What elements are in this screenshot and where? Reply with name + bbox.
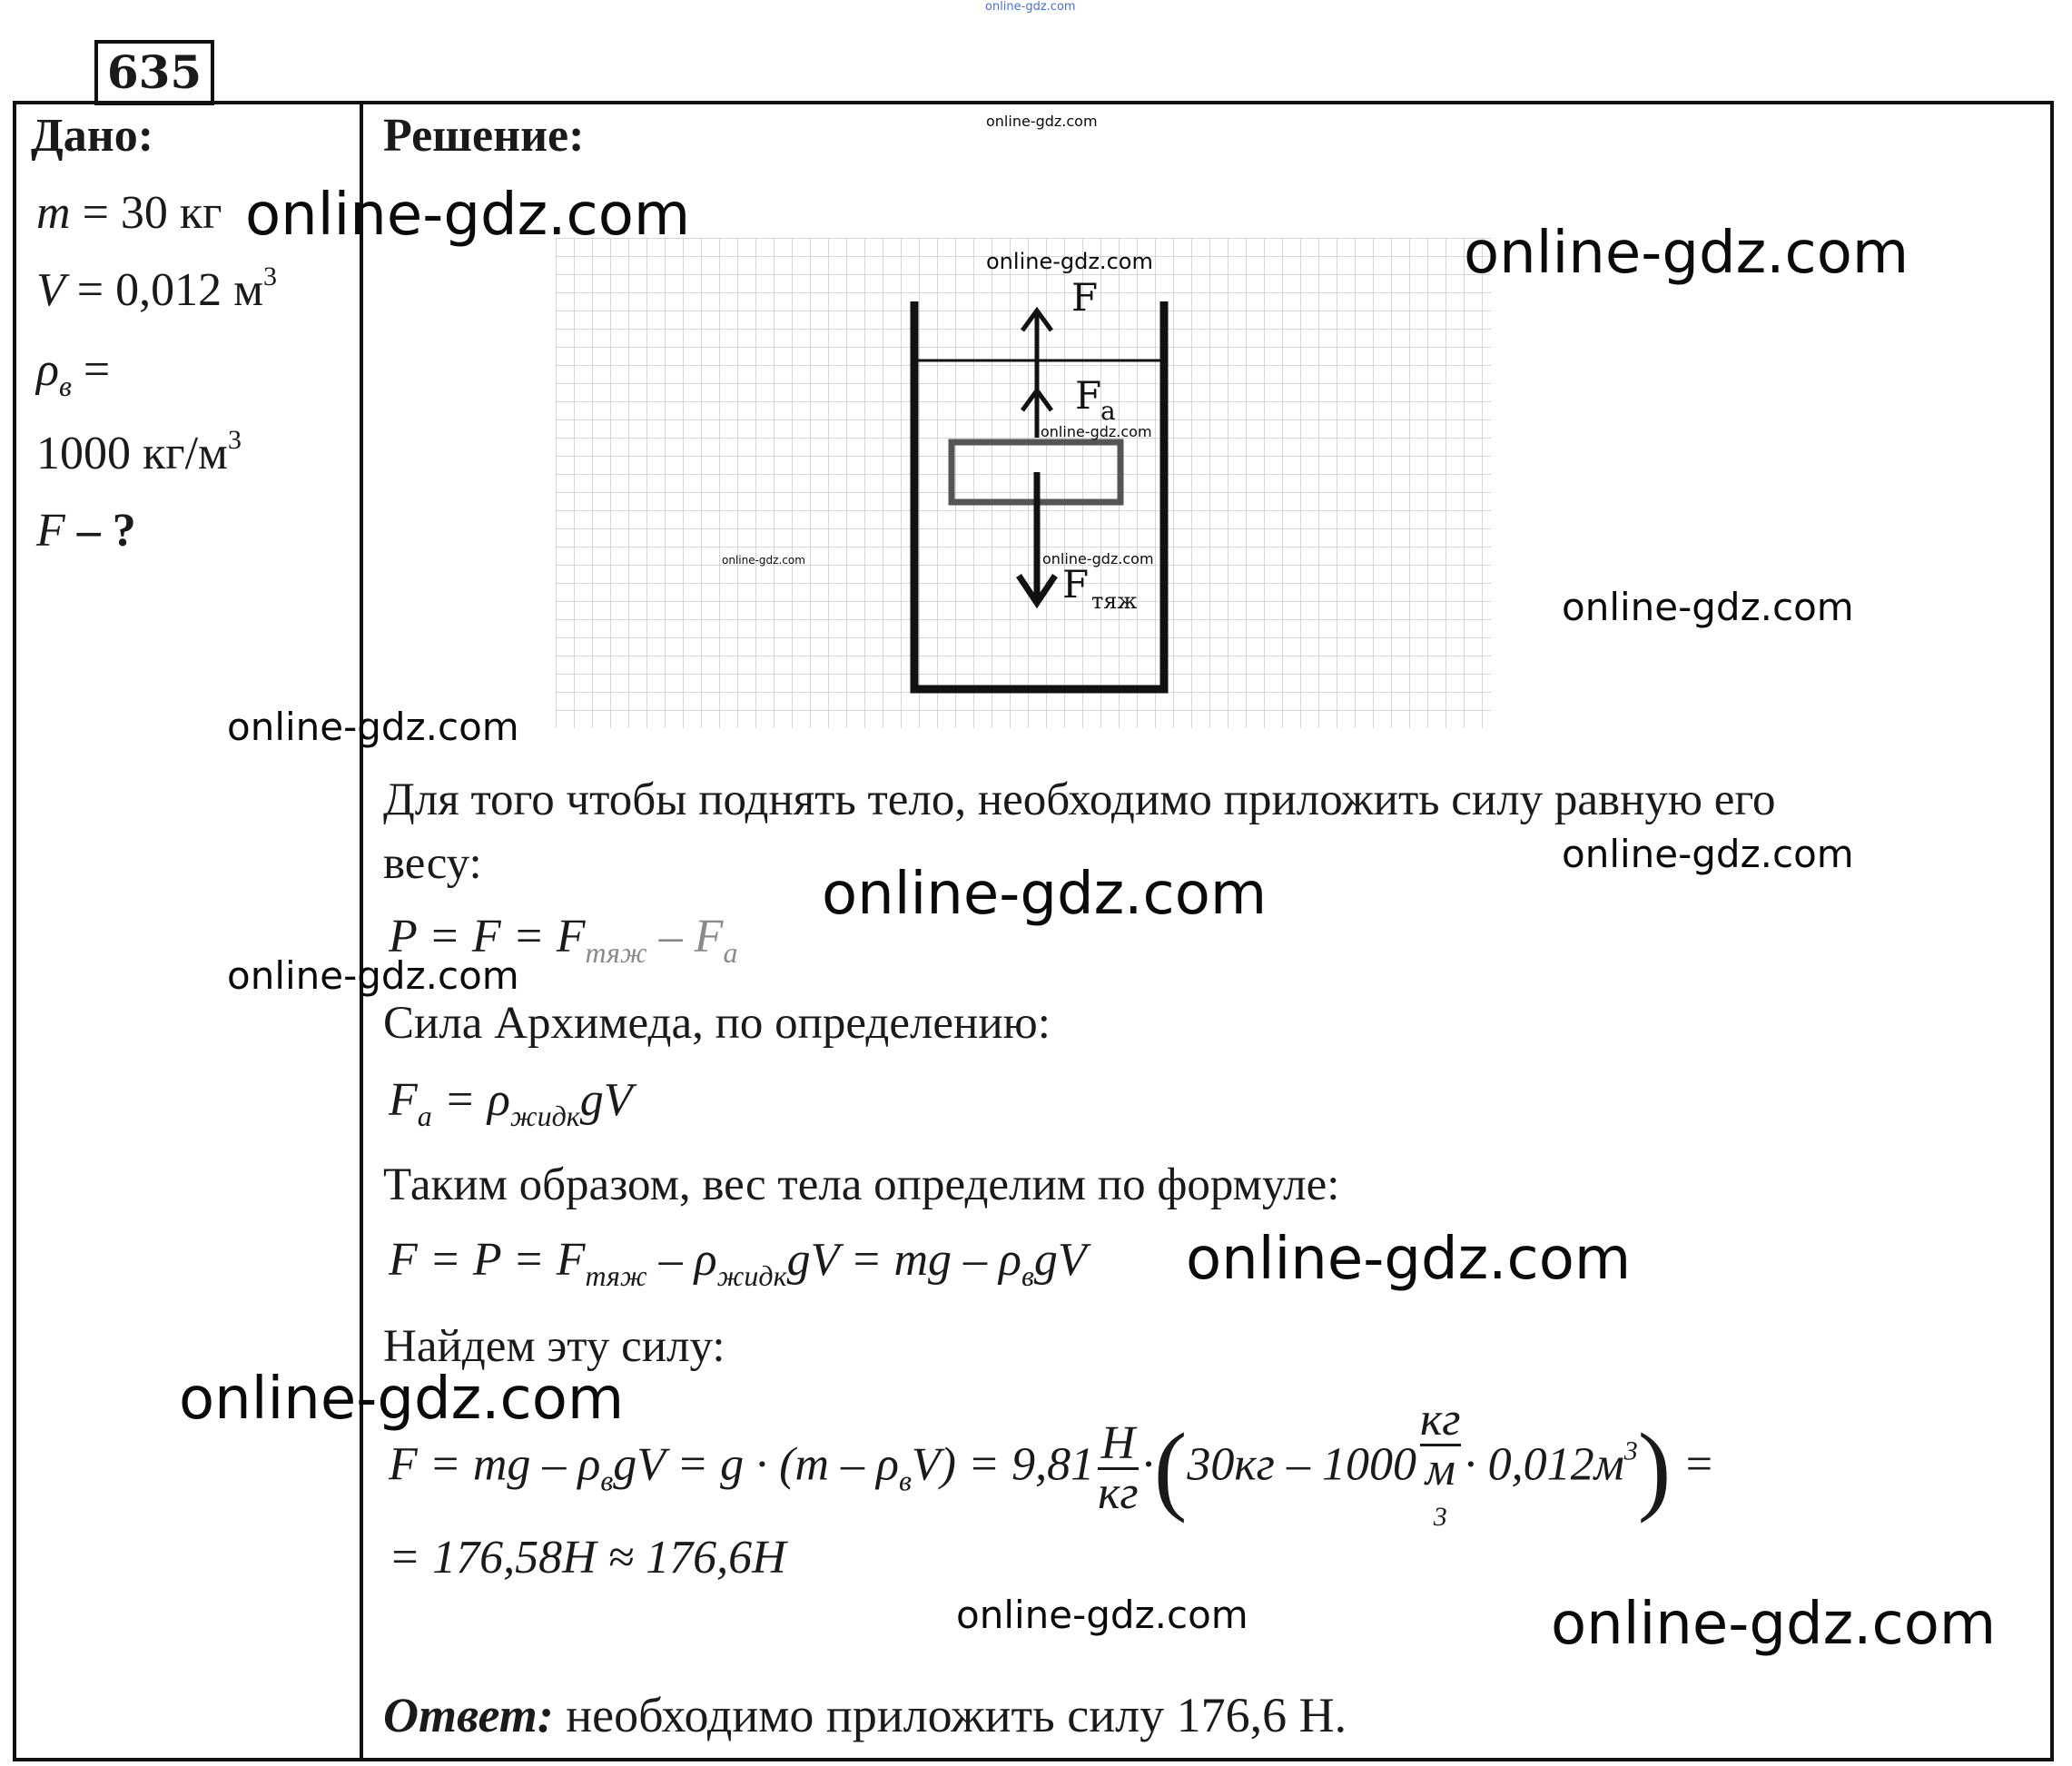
formula-5: = 176,58Н ≈ 176,6Н	[389, 1532, 786, 1583]
answer-label: Ответ:	[383, 1688, 554, 1742]
label-ft-sub: тяж	[1091, 588, 1138, 614]
watermark-6: online-gdz.com	[1042, 550, 1154, 567]
formula-4-part-f: · 0,012м	[1464, 1438, 1624, 1491]
watermark-8: online-gdz.com	[1562, 585, 1854, 629]
given-volume	[36, 261, 277, 317]
given-unknown-symbol: F	[36, 505, 65, 557]
given-mass-symbol: m	[36, 187, 71, 239]
watermark-1: online-gdz.com	[245, 182, 691, 249]
paragraph-2: Сила Архимеда, по определению:	[383, 998, 1051, 1049]
given-density-exp: 3	[227, 425, 242, 455]
given-volume-value: = 0,012 м	[64, 264, 263, 316]
fraction-2-numerator: кг	[1419, 1394, 1461, 1445]
formula-3	[389, 1233, 1087, 1293]
given-density-eq: =	[71, 344, 111, 396]
formula-3-sub-b: жидк	[716, 1259, 787, 1292]
label-fa: F	[1075, 373, 1102, 418]
formula-1-sub-b: a	[723, 936, 738, 969]
answer-text: необходимо приложить силу 176,6 Н.	[553, 1688, 1347, 1742]
right-paren: )	[1637, 1413, 1672, 1524]
label-f: F	[1071, 275, 1099, 320]
fraction-2-denominator-wrap	[1420, 1446, 1461, 1541]
given-heading: Дано:	[31, 110, 154, 162]
formula-2-part-b: = ρ	[431, 1074, 510, 1126]
given-density-value	[36, 425, 242, 480]
formula-4-part-e: 30кг – 1000	[1187, 1438, 1416, 1491]
watermark-7: online-gdz.com	[722, 554, 805, 567]
watermark-16: online-gdz.com	[1551, 1591, 1997, 1658]
problem-number: 635	[94, 40, 214, 105]
formula-3-part-b: – ρ	[646, 1234, 717, 1286]
fraction-2-denominator-exp: 3	[1433, 1502, 1447, 1532]
formula-1-sub-a: тяж	[585, 936, 647, 969]
graph-paper	[556, 238, 1491, 728]
formula-1-part-a: P = F = F	[389, 911, 586, 962]
paragraph-4: Найдем эту силу:	[383, 1321, 725, 1372]
formula-2-sub-b: жидк	[509, 1100, 580, 1132]
formula-4-part-c: V) = 9,81	[911, 1438, 1095, 1491]
watermark-3: online-gdz.com	[986, 113, 1098, 130]
watermark-12: online-gdz.com	[227, 953, 519, 998]
formula-3-part-c: gV = mg – ρ	[786, 1234, 1021, 1286]
watermark-13: online-gdz.com	[1186, 1226, 1632, 1293]
given-density-symbol: ρ	[36, 344, 59, 396]
watermark-11: online-gdz.com	[822, 861, 1268, 928]
label-fa-sub: a	[1100, 396, 1116, 426]
formula-2	[389, 1073, 633, 1133]
formula-2-part-a: F	[389, 1074, 418, 1126]
formula-3-sub-a: тяж	[585, 1259, 647, 1292]
given-unknown	[36, 504, 136, 557]
fraction-kg-per-m3	[1420, 1396, 1461, 1541]
formula-4-sub-b: в	[899, 1464, 912, 1497]
watermark-5: online-gdz.com	[1041, 423, 1152, 440]
paragraph-3: Таким образом, вес тела определим по формуле:	[383, 1159, 1340, 1210]
given-volume-exp: 3	[263, 261, 277, 291]
solution-heading: Решение:	[383, 110, 585, 162]
given-density-sub: в	[58, 370, 72, 402]
paragraph-1-line-2: весу:	[383, 838, 482, 889]
left-paren: (	[1153, 1413, 1188, 1524]
watermark-15: online-gdz.com	[956, 1593, 1248, 1637]
watermark-top: online-gdz.com	[985, 0, 1076, 14]
formula-4-part-b: gV = g · (m – ρ	[613, 1438, 900, 1491]
formula-2-part-c: gV	[579, 1074, 633, 1126]
watermark-14: online-gdz.com	[179, 1366, 625, 1433]
fraction-2-denominator: м	[1425, 1444, 1455, 1495]
fraction-newton-per-kg	[1098, 1417, 1139, 1519]
formula-3-part-d: gV	[1033, 1234, 1087, 1286]
given-volume-symbol: V	[36, 264, 65, 316]
formula-4-dot: ·	[1141, 1438, 1154, 1491]
fraction-1-denominator: кг	[1098, 1467, 1139, 1519]
given-mass	[36, 186, 222, 240]
formula-1-part-b: – F	[646, 911, 724, 962]
paragraph-1-line-1: Для того чтобы поднять тело, необходимо приложить силу равную его	[383, 774, 1776, 825]
formula-4-sub-a: в	[600, 1464, 614, 1497]
formula-2-sub-a: a	[417, 1100, 432, 1132]
formula-4-exp-f: 3	[1623, 1435, 1638, 1466]
label-ft: F	[1062, 562, 1090, 607]
formula-3-part-a: F = P = F	[389, 1234, 586, 1286]
formula-4-part-a: F = mg – ρ	[389, 1438, 601, 1491]
formula-4-part-g: =	[1671, 1438, 1715, 1491]
formula-3-sub-c: в	[1021, 1259, 1034, 1292]
given-mass-value: = 30 кг	[70, 187, 222, 239]
force-diagram	[556, 238, 1491, 751]
fraction-1-numerator: Н	[1098, 1420, 1139, 1470]
watermark-10: online-gdz.com	[1562, 832, 1854, 876]
force-diagram-svg	[556, 238, 1491, 746]
given-unknown-mark: – ?	[64, 505, 136, 557]
watermark-4: online-gdz.com	[986, 249, 1153, 274]
given-density	[36, 343, 110, 403]
answer	[383, 1687, 1347, 1743]
column-divider	[360, 101, 363, 1761]
watermark-9: online-gdz.com	[227, 705, 519, 749]
watermark-2: online-gdz.com	[1464, 220, 1909, 287]
given-density-number: 1000 кг/м	[36, 428, 228, 479]
